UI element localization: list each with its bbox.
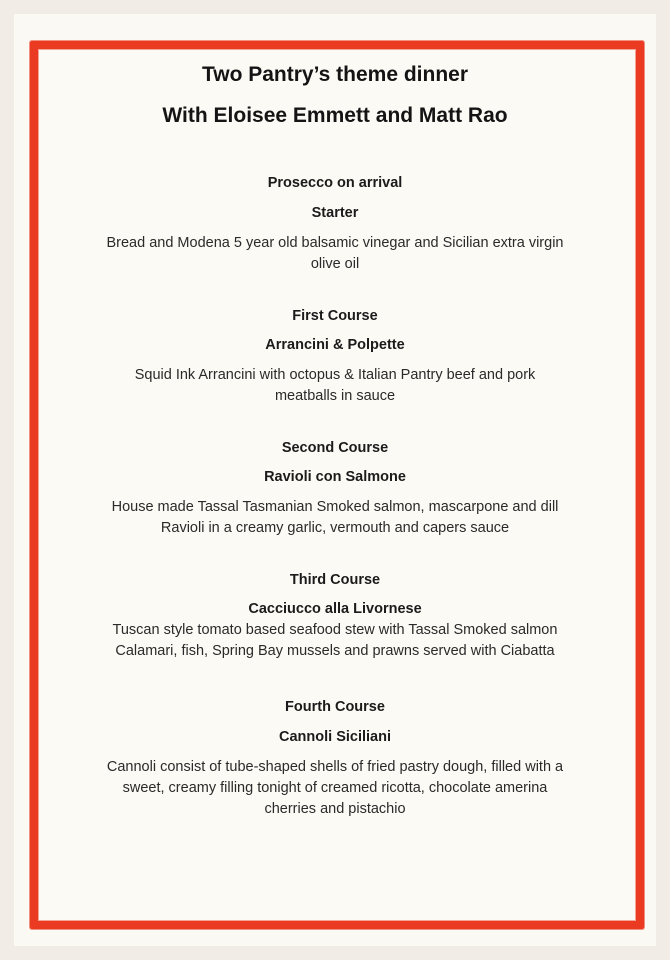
second-course-description-line: Ravioli in a creamy garlic, vermouth and capers sauce: [160, 520, 510, 536]
first-course-description-line: meatballs in sauce: [274, 388, 396, 404]
first-course-description-line: Squid Ink Arrancini with octopus & Italian Pantry beef and pork: [134, 367, 536, 383]
arrival-note: Prosecco on arrival: [267, 175, 403, 191]
starter-description-line: Bread and Modena 5 year old balsamic vinegar and Sicilian extra virgin: [106, 235, 564, 251]
third-course-dish: Cacciucco alla Livornese: [248, 601, 422, 617]
third-course-label: Third Course: [289, 572, 381, 588]
first-course-dish: Arrancini & Polpette: [265, 337, 405, 353]
starter-course-label: Starter: [311, 205, 359, 221]
fourth-course-dish: Cannoli Siciliani: [279, 729, 391, 745]
fourth-course-description-line: cherries and pistachio: [264, 801, 406, 817]
fourth-course-description-line: sweet, creamy filling tonight of creamed ricotta, chocolate amerina: [122, 780, 548, 796]
first-course-label: First Course: [292, 308, 378, 324]
third-course-description-line: Tuscan style tomato based seafood stew with Tassal Smoked salmon: [112, 622, 558, 638]
fourth-course-description-line: Cannoli consist of tube-shaped shells of fried pastry dough, filled with a: [106, 759, 564, 775]
menu-title: Two Pantry’s theme dinner: [201, 63, 469, 86]
third-course-description-line: Calamari, fish, Spring Bay mussels and prawns served with Ciabatta: [115, 643, 555, 659]
menu-subtitle: With Eloisee Emmett and Matt Rao: [162, 104, 508, 127]
second-course-dish: Ravioli con Salmone: [264, 469, 406, 485]
fourth-course-label: Fourth Course: [285, 699, 385, 715]
second-course-description-line: House made Tassal Tasmanian Smoked salmon, mascarpone and dill: [111, 499, 559, 515]
starter-description-line: olive oil: [310, 256, 360, 272]
second-course-label: Second Course: [281, 440, 389, 456]
